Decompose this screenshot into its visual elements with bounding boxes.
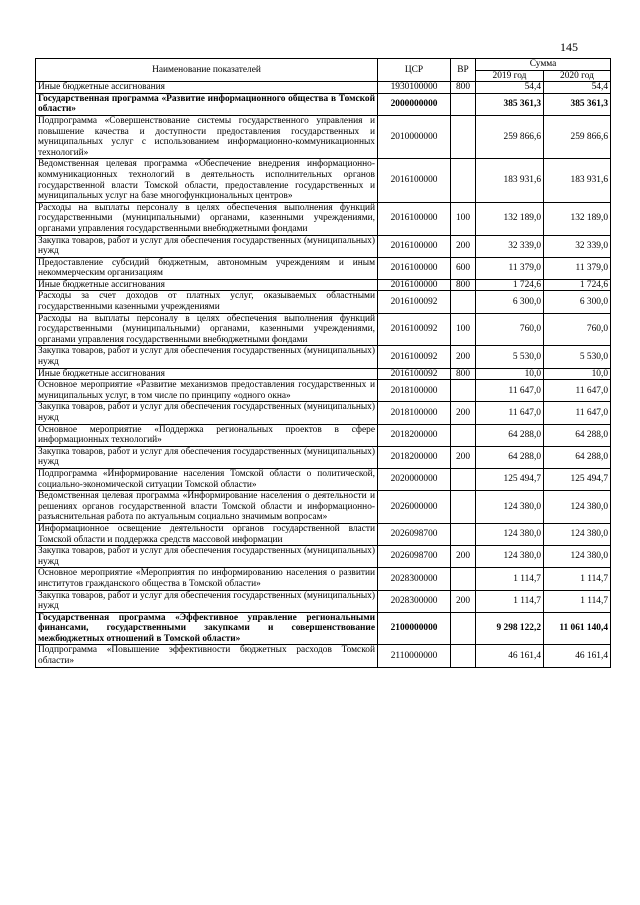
row-csr-cell: 2010000000 — [378, 115, 451, 158]
table-row — [36, 424, 611, 446]
table-row — [36, 645, 611, 667]
row-sum-2020-cell: 32 339,0 — [544, 235, 611, 257]
row-sum-2019-cell: 1 114,7 — [476, 590, 544, 612]
row-sum-2020-cell: 6 300,0 — [544, 291, 611, 313]
row-sum-2020-cell: 124 380,0 — [544, 491, 611, 524]
row-sum-2020-cell: 132 189,0 — [544, 202, 611, 235]
row-name-cell: Государственная программа «Развитие информационного общества в Томской области» — [36, 93, 378, 115]
row-vr-cell — [451, 159, 476, 202]
row-vr-cell — [451, 523, 476, 545]
row-sum-2019-cell: 11 379,0 — [476, 257, 544, 279]
table-row — [36, 568, 611, 590]
row-csr-cell: 2100000000 — [378, 612, 451, 645]
row-sum-2019-cell: 183 931,6 — [476, 159, 544, 202]
row-vr-cell: 200 — [451, 402, 476, 424]
row-vr-cell — [451, 491, 476, 524]
table-row — [36, 279, 611, 291]
row-vr-cell — [451, 380, 476, 402]
row-vr-cell — [451, 115, 476, 158]
row-vr-cell: 800 — [451, 368, 476, 380]
row-vr-cell: 200 — [451, 446, 476, 468]
row-sum-2019-cell: 11 647,0 — [476, 380, 544, 402]
row-sum-2020-cell: 11 647,0 — [544, 380, 611, 402]
row-csr-cell: 2026098700 — [378, 546, 451, 568]
row-sum-2019-cell: 64 288,0 — [476, 446, 544, 468]
row-sum-2020-cell: 183 931,6 — [544, 159, 611, 202]
row-name-cell: Закупка товаров, работ и услуг для обеспечения государственных (муниципальных) нужд — [36, 235, 378, 257]
table-row — [36, 235, 611, 257]
row-name-cell: Основное мероприятие «Мероприятия по информированию населения о развитии институтов гражданского общества в Томской области» — [36, 568, 378, 590]
row-csr-cell: 2016100000 — [378, 235, 451, 257]
row-sum-2020-cell: 385 361,3 — [544, 93, 611, 115]
row-sum-2019-cell: 32 339,0 — [476, 235, 544, 257]
row-sum-2019-cell: 385 361,3 — [476, 93, 544, 115]
table-row — [36, 402, 611, 424]
row-sum-2019-cell: 125 494,7 — [476, 468, 544, 490]
row-sum-2020-cell: 11 379,0 — [544, 257, 611, 279]
header-csr: ЦСР — [378, 59, 451, 82]
table-row — [36, 115, 611, 158]
row-name-cell: Иные бюджетные ассигнования — [36, 368, 378, 380]
row-sum-2020-cell: 125 494,7 — [544, 468, 611, 490]
row-sum-2020-cell: 11 061 140,4 — [544, 612, 611, 645]
row-csr-cell: 2016100000 — [378, 279, 451, 291]
header-sum: Сумма — [476, 59, 611, 71]
row-sum-2020-cell: 64 288,0 — [544, 446, 611, 468]
row-sum-2019-cell: 124 380,0 — [476, 523, 544, 545]
row-sum-2019-cell: 1 114,7 — [476, 568, 544, 590]
row-sum-2020-cell: 11 647,0 — [544, 402, 611, 424]
table-row — [36, 590, 611, 612]
row-name-cell: Информационное освещение деятельности органов государственной власти Томской области и поддержка средств массовой информации — [36, 523, 378, 545]
row-vr-cell: 200 — [451, 235, 476, 257]
table-row — [36, 468, 611, 490]
row-sum-2019-cell: 124 380,0 — [476, 491, 544, 524]
row-csr-cell: 2016100000 — [378, 257, 451, 279]
row-sum-2020-cell: 54,4 — [544, 82, 611, 94]
table-row — [36, 257, 611, 279]
row-name-cell: Иные бюджетные ассигнования — [36, 82, 378, 94]
row-name-cell: Ведомственная целевая программа «Обеспечение внедрения информационно-коммуникационных технологий в деятельность исполнительных органов государственной власти Томской области, предоставление государственных и муниципальных услуг на базе многофункциональных центров» — [36, 159, 378, 202]
row-sum-2019-cell: 54,4 — [476, 82, 544, 94]
row-name-cell: Предоставление субсидий бюджетным, автономным учреждениям и иным некоммерческим организациям — [36, 257, 378, 279]
row-sum-2019-cell: 1 724,6 — [476, 279, 544, 291]
row-csr-cell: 1930100000 — [378, 82, 451, 94]
row-name-cell: Государственная программа «Эффективное управление региональными финансами, государственными закупками и совершенствование межбюджетных отношений в Томской области» — [36, 612, 378, 645]
row-name-cell: Подпрограмма «Информирование населения Томской области о политической, социально-экономической ситуации Томской области» — [36, 468, 378, 490]
row-sum-2020-cell: 760,0 — [544, 313, 611, 346]
row-vr-cell — [451, 645, 476, 667]
row-sum-2020-cell: 10,0 — [544, 368, 611, 380]
row-vr-cell: 600 — [451, 257, 476, 279]
row-vr-cell — [451, 612, 476, 645]
row-vr-cell: 800 — [451, 82, 476, 94]
row-vr-cell: 800 — [451, 279, 476, 291]
row-vr-cell — [451, 468, 476, 490]
table-row — [36, 202, 611, 235]
row-name-cell: Закупка товаров, работ и услуг для обеспечения государственных (муниципальных) нужд — [36, 346, 378, 368]
row-vr-cell: 200 — [451, 546, 476, 568]
header-vr: ВР — [451, 59, 476, 82]
row-sum-2019-cell: 5 530,0 — [476, 346, 544, 368]
table-header — [36, 59, 611, 82]
row-sum-2019-cell: 10,0 — [476, 368, 544, 380]
table-body — [36, 82, 611, 667]
row-sum-2020-cell: 1 114,7 — [544, 590, 611, 612]
row-csr-cell: 2018200000 — [378, 446, 451, 468]
row-sum-2020-cell: 5 530,0 — [544, 346, 611, 368]
row-name-cell: Подпрограмма «Совершенствование системы государственного управления и повышение качества и доступности предоставления государственных и муниципальных услуг с использованием информационно-коммуникационных технологий» — [36, 115, 378, 158]
row-sum-2019-cell: 11 647,0 — [476, 402, 544, 424]
row-csr-cell: 2016100000 — [378, 159, 451, 202]
table-row — [36, 380, 611, 402]
table-row — [36, 313, 611, 346]
table-row — [36, 291, 611, 313]
row-vr-cell: 200 — [451, 590, 476, 612]
table-row — [36, 368, 611, 380]
row-csr-cell: 2018200000 — [378, 424, 451, 446]
row-sum-2019-cell: 64 288,0 — [476, 424, 544, 446]
row-csr-cell: 2018100000 — [378, 380, 451, 402]
row-name-cell: Расходы на выплаты персоналу в целях обеспечения выполнения функций государственными (муниципальными) органами, казенными учреждениями, органами управления государственными внебюджетными фондами — [36, 313, 378, 346]
row-csr-cell: 2028300000 — [378, 568, 451, 590]
row-csr-cell: 2020000000 — [378, 468, 451, 490]
table-row — [36, 612, 611, 645]
table-row — [36, 82, 611, 94]
row-name-cell: Иные бюджетные ассигнования — [36, 279, 378, 291]
row-sum-2020-cell: 1 114,7 — [544, 568, 611, 590]
table-row — [36, 491, 611, 524]
header-name: Наименование показателей — [36, 59, 378, 82]
row-name-cell: Расходы за счет доходов от платных услуг, оказываемых областными государственными казенными учреждениями — [36, 291, 378, 313]
row-sum-2019-cell: 760,0 — [476, 313, 544, 346]
row-vr-cell — [451, 568, 476, 590]
page-number: 145 — [560, 40, 578, 54]
row-vr-cell: 100 — [451, 313, 476, 346]
row-csr-cell: 2110000000 — [378, 645, 451, 667]
row-sum-2020-cell: 46 161,4 — [544, 645, 611, 667]
row-vr-cell — [451, 93, 476, 115]
row-name-cell: Основное мероприятие «Поддержка региональных проектов в сфере информационных технологий» — [36, 424, 378, 446]
row-vr-cell: 100 — [451, 202, 476, 235]
row-vr-cell: 200 — [451, 346, 476, 368]
row-vr-cell — [451, 291, 476, 313]
budget-table — [35, 58, 611, 668]
row-csr-cell: 2026000000 — [378, 491, 451, 524]
row-sum-2019-cell: 46 161,4 — [476, 645, 544, 667]
row-name-cell: Закупка товаров, работ и услуг для обеспечения государственных (муниципальных) нужд — [36, 590, 378, 612]
row-sum-2019-cell: 132 189,0 — [476, 202, 544, 235]
table-row — [36, 93, 611, 115]
table-row — [36, 523, 611, 545]
row-sum-2020-cell: 64 288,0 — [544, 424, 611, 446]
header-year-2019: 2019 год — [476, 70, 544, 82]
row-sum-2020-cell: 1 724,6 — [544, 279, 611, 291]
row-sum-2019-cell: 6 300,0 — [476, 291, 544, 313]
row-csr-cell: 2016100092 — [378, 346, 451, 368]
row-vr-cell — [451, 424, 476, 446]
row-sum-2019-cell: 124 380,0 — [476, 546, 544, 568]
row-name-cell: Расходы на выплаты персоналу в целях обеспечения выполнения функций государственными (муниципальными) органами, казенными учреждениями, органами управления государственными внебюджетными фондами — [36, 202, 378, 235]
row-name-cell: Подпрограмма «Повышение эффективности бюджетных расходов Томской области» — [36, 645, 378, 667]
row-sum-2019-cell: 9 298 122,2 — [476, 612, 544, 645]
table-row — [36, 159, 611, 202]
row-csr-cell: 2016100092 — [378, 313, 451, 346]
row-csr-cell: 2026098700 — [378, 523, 451, 545]
row-sum-2020-cell: 259 866,6 — [544, 115, 611, 158]
row-sum-2019-cell: 259 866,6 — [476, 115, 544, 158]
row-name-cell: Закупка товаров, работ и услуг для обеспечения государственных (муниципальных) нужд — [36, 546, 378, 568]
row-csr-cell: 2016100000 — [378, 202, 451, 235]
table-row — [36, 346, 611, 368]
row-csr-cell: 2028300000 — [378, 590, 451, 612]
row-sum-2020-cell: 124 380,0 — [544, 546, 611, 568]
table-row — [36, 446, 611, 468]
row-csr-cell: 2016100092 — [378, 291, 451, 313]
row-name-cell: Ведомственная целевая программа «Информирование населения о деятельности и решениях органов государственной власти Томской области и информационно-разъяснительная работа по актуальным социально значимым вопросам» — [36, 491, 378, 524]
table-row — [36, 546, 611, 568]
row-csr-cell: 2018100000 — [378, 402, 451, 424]
row-csr-cell: 2000000000 — [378, 93, 451, 115]
row-name-cell: Закупка товаров, работ и услуг для обеспечения государственных (муниципальных) нужд — [36, 446, 378, 468]
row-name-cell: Основное мероприятие «Развитие механизмов предоставления государственных и муниципальных услуг, в том числе по принципу «одного окна» — [36, 380, 378, 402]
row-csr-cell: 2016100092 — [378, 368, 451, 380]
row-name-cell: Закупка товаров, работ и услуг для обеспечения государственных (муниципальных) нужд — [36, 402, 378, 424]
row-sum-2020-cell: 124 380,0 — [544, 523, 611, 545]
header-year-2020: 2020 год — [544, 70, 611, 82]
